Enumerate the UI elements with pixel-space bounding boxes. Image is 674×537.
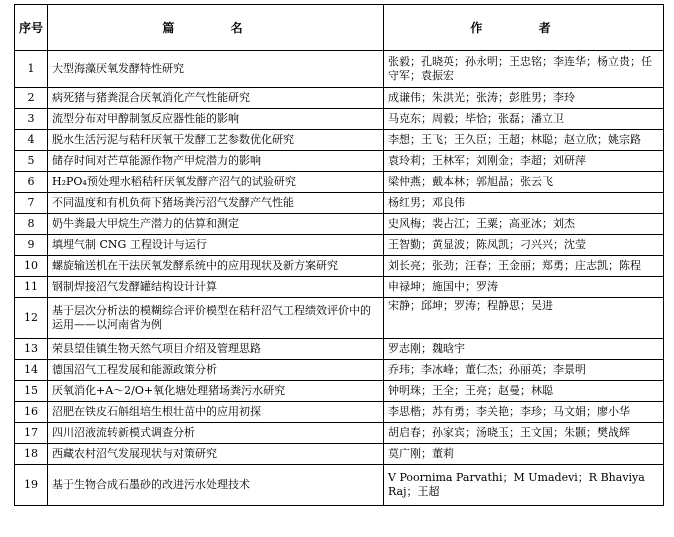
table-row — [15, 444, 664, 465]
row-title: 螺旋输送机在干法厌氧发酵系统中的应用现状及新方案研究 — [48, 256, 384, 277]
row-no: 1 — [15, 51, 48, 88]
row-no: 6 — [15, 172, 48, 193]
row-title: 荣县望佳镇生物天然气项目介绍及管理思路 — [48, 339, 384, 360]
header-title — [48, 5, 384, 51]
row-no: 4 — [15, 130, 48, 151]
row-title: 四川沼液流转新模式调查分析 — [48, 423, 384, 444]
row-authors: V Poornima Parvathi；M Umadevi；R Bhaviya Raj；王超 — [384, 465, 664, 506]
header-no: 序号 — [15, 5, 48, 51]
row-title: 西藏农村沼气发展现状与对策研究 — [48, 444, 384, 465]
row-authors: 乔玮；李冰峰；董仁杰；孙丽英；李景明 — [384, 360, 664, 381]
table-row — [15, 193, 664, 214]
row-title: 流型分布对甲醇制氢反应器性能的影响 — [48, 109, 384, 130]
row-authors: 史风梅；裴占江；王粟；高亚冰；刘杰 — [384, 214, 664, 235]
row-title: 填埋气制 CNG 工程设计与运行 — [48, 235, 384, 256]
row-title: 病死猪与猪粪混合厌氧消化产气性能研究 — [48, 88, 384, 109]
table-row — [15, 465, 664, 506]
row-no: 10 — [15, 256, 48, 277]
row-authors: 宋静；邱坤；罗涛；程静思；吴进 — [384, 298, 664, 339]
header-authors — [384, 5, 664, 51]
row-title: 不同温度和有机负荷下猪场粪污沼气发酵产气性能 — [48, 193, 384, 214]
row-authors: 张毅；孔晓英；孙永明；王忠铭；李连华；杨立贵；任守军；袁振宏 — [384, 51, 664, 88]
row-title: 德国沼气工程发展和能源政策分析 — [48, 360, 384, 381]
table-row — [15, 151, 664, 172]
table-row — [15, 51, 664, 88]
row-no: 17 — [15, 423, 48, 444]
row-title: 钢制焊接沼气发酵罐结构设计计算 — [48, 277, 384, 298]
row-no: 7 — [15, 193, 48, 214]
row-authors: 申禄坤；施国中；罗涛 — [384, 277, 664, 298]
row-title: 基于层次分析法的模糊综合评价模型在秸秆沼气工程绩效评价中的运用——以河南省为例 — [48, 298, 384, 339]
header-title-text: 篇 名 — [162, 20, 269, 35]
row-no: 18 — [15, 444, 48, 465]
row-authors: 梁仲燕；戴本林；郭旭晶；张云飞 — [384, 172, 664, 193]
table-row — [15, 88, 664, 109]
row-title: 沼肥在铁皮石斛组培生根壮苗中的应用初探 — [48, 402, 384, 423]
table-row — [15, 172, 664, 193]
row-no: 5 — [15, 151, 48, 172]
row-no: 16 — [15, 402, 48, 423]
row-authors: 莫广刚；董莉 — [384, 444, 664, 465]
table-row — [15, 235, 664, 256]
table-row — [15, 298, 664, 339]
row-no: 12 — [15, 298, 48, 339]
table-row — [15, 214, 664, 235]
table-row — [15, 402, 664, 423]
row-authors: 罗志刚；魏晗宇 — [384, 339, 664, 360]
row-authors: 袁玲莉；王林军；刘刚金；李超；刘研萍 — [384, 151, 664, 172]
row-title: 大型海藻厌氧发酵特性研究 — [48, 51, 384, 88]
row-title: 脱水生活污泥与秸秆厌氧干发酵工艺参数优化研究 — [48, 130, 384, 151]
row-authors: 成谦伟；朱洪光；张涛；彭胜男；李玲 — [384, 88, 664, 109]
row-no: 13 — [15, 339, 48, 360]
table-row — [15, 339, 664, 360]
row-authors: 李思楷；苏有勇；李关艳；李珍；马文娟；廖小华 — [384, 402, 664, 423]
table-row — [15, 360, 664, 381]
row-title: 基于生物合成石墨砂的改进污水处理技术 — [48, 465, 384, 506]
table-row — [15, 277, 664, 298]
row-authors: 刘长亮；张劲；汪春；王金丽；郑勇；庄志凯；陈程 — [384, 256, 664, 277]
contents-table — [14, 4, 664, 506]
row-authors: 马克东；周毅；毕恰；张磊；潘立卫 — [384, 109, 664, 130]
row-authors: 胡启春；孙家宾；汤晓玉；王文国；朱颢；樊战辉 — [384, 423, 664, 444]
row-title: 厌氧消化+A～2/O+氧化塘处理猪场粪污水研究 — [48, 381, 384, 402]
table-row — [15, 109, 664, 130]
row-authors: 王智勤；黄显波；陈凤凯；刁兴兴；沈莹 — [384, 235, 664, 256]
table-row — [15, 130, 664, 151]
row-title: H₂PO₄预处理水稻秸秆厌氧发酵产沼气的试验研究 — [48, 172, 384, 193]
row-no: 2 — [15, 88, 48, 109]
table-row — [15, 423, 664, 444]
header-row — [15, 5, 664, 51]
row-authors: 李想；王飞；王久臣；王超；林聪；赵立欣；姚宗路 — [384, 130, 664, 151]
row-title: 储存时间对芒草能源作物产甲烷潜力的影响 — [48, 151, 384, 172]
row-no: 3 — [15, 109, 48, 130]
row-authors: 杨红男；邓良伟 — [384, 193, 664, 214]
table-row — [15, 256, 664, 277]
row-authors: 钟明珠；王全；王亮；赵曼；林聪 — [384, 381, 664, 402]
row-no: 15 — [15, 381, 48, 402]
row-title: 奶牛粪最大甲烷生产潜力的估算和测定 — [48, 214, 384, 235]
table-row — [15, 381, 664, 402]
row-no: 8 — [15, 214, 48, 235]
row-no: 11 — [15, 277, 48, 298]
header-authors-text: 作 者 — [470, 20, 577, 35]
row-no: 9 — [15, 235, 48, 256]
row-no: 19 — [15, 465, 48, 506]
row-no: 14 — [15, 360, 48, 381]
